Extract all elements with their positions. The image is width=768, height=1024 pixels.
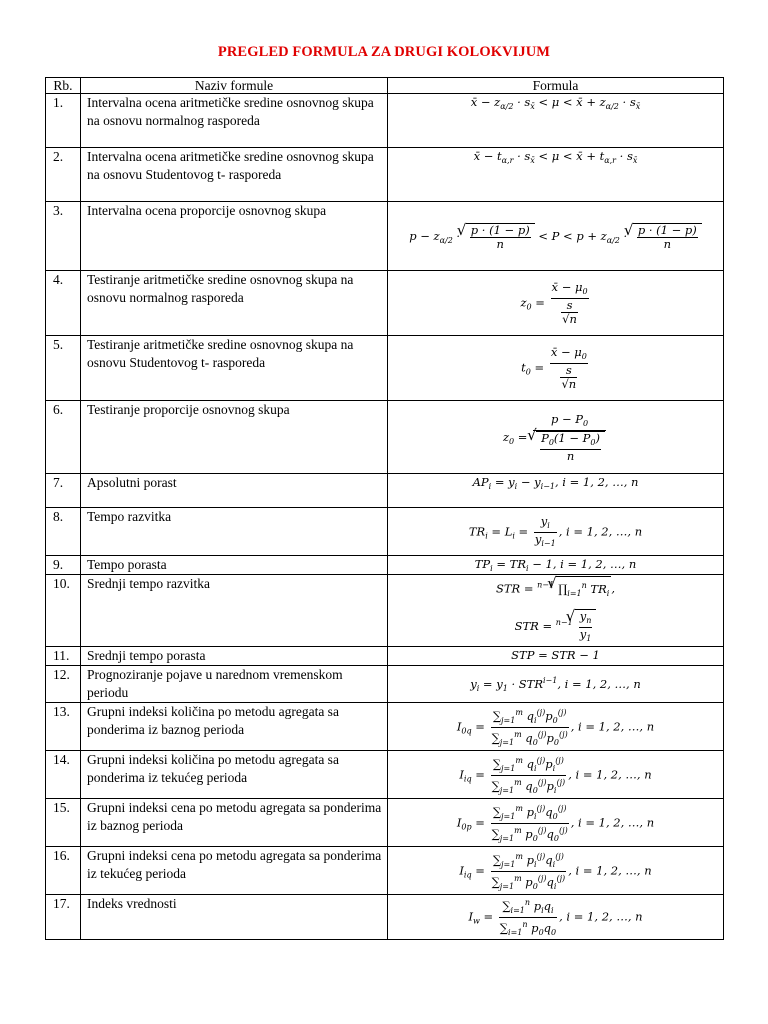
row-name: Grupni indeksi količina po metodu agregata sa ponderima iz tekućeg perioda <box>81 751 388 799</box>
table-row <box>46 647 724 666</box>
row-number: 5. <box>46 336 81 401</box>
table-row <box>46 271 724 336</box>
row-number: 6. <box>46 401 81 474</box>
table-row <box>46 202 724 271</box>
formula-5: $t_0$ = $\frac{x̄ - \mu_0}{\frac{s}{√n}}$ <box>388 336 724 401</box>
row-number: 13. <box>46 703 81 751</box>
formula-2: x̄ − $t_{\alpha,r} \cdot s_{x̄} < \mu$ < x̄ + $t_{\alpha,r} \cdot s_{x̄}$ <box>388 148 724 202</box>
row-number: 9. <box>46 556 81 575</box>
row-name: Indeks vrednosti <box>81 895 388 940</box>
formula-13: $I_{0q}$ = $\frac{\sum_{j=1}^m q_i^{(j)}p_0^{(j)}}{\sum_{j=1}^m q_0^{(j)}p_0^{(j)}}$ , i = 1, 2, …, n <box>388 703 724 751</box>
row-name: Intervalna ocena proporcije osnovnog skupa <box>81 202 388 271</box>
row-name: Testiranje aritmetičke sredine osnovnog skupa na osnovu Studentovog t- rasporeda <box>81 336 388 401</box>
table-row <box>46 799 724 847</box>
table-row <box>46 474 724 508</box>
row-name: Intervalna ocena aritmetičke sredine osnovnog skupa na osnovu normalnog rasporeda <box>81 94 388 148</box>
header-rb: Rb. <box>46 78 81 94</box>
table-row <box>46 895 724 940</box>
row-name: Srednji tempo razvitka <box>81 575 388 647</box>
table-row <box>46 148 724 202</box>
formula-6: $z_0$ = $p - P_0$ √ $\frac{P_0(1 - P_0)}{n}$ <box>388 401 724 474</box>
row-number: 11. <box>46 647 81 666</box>
table-row <box>46 556 724 575</box>
row-number: 3. <box>46 202 81 271</box>
row-number: 2. <box>46 148 81 202</box>
row-number: 17. <box>46 895 81 940</box>
formula-7: $AP_i = y_i - y_{i-1}$, i = 1, 2, …, n <box>388 474 724 508</box>
row-number: 16. <box>46 847 81 895</box>
row-name: Testiranje aritmetičke sredine osnovnog skupa na osnovu normalnog rasporeda <box>81 271 388 336</box>
formula-3: $p - z_{\alpha/2}$ · √ $\frac{p \cdot (1 - p)}{n}$ < $P < p + z_{\alpha/2}$ · √ $\frac{p \cdot (1 - p)}{n}$ <box>388 202 724 271</box>
table-header-row <box>46 78 724 94</box>
table-row <box>46 336 724 401</box>
row-name: Grupni indeksi cena po metodu agregata sa ponderima iz baznog perioda <box>81 799 388 847</box>
header-formula: Formula <box>388 78 724 94</box>
row-name: Srednji tempo porasta <box>81 647 388 666</box>
row-name: Grupni indeksi cena po metodu agregata sa ponderima iz tekućeg perioda <box>81 847 388 895</box>
table-row <box>46 508 724 556</box>
formula-14: $I_{iq}$ = $\frac{\sum_{j=1}^m q_i^{(j)}p_i^{(j)}}{\sum_{j=1}^m q_0^{(j)}p_i^{(j)}}$ , i = 1, 2, …, n <box>388 751 724 799</box>
table-row <box>46 751 724 799</box>
row-name: Intervalna ocena aritmetičke sredine osnovnog skupa na osnovu Studentovog t- rasporeda <box>81 148 388 202</box>
row-name: Tempo razvitka <box>81 508 388 556</box>
row-name: Prognoziranje pojave u narednom vremenskom periodu <box>81 666 388 703</box>
formula-10: STR = $^{n-1}$√ $\prod_{i=1}^n$ $TR_i$ , STR = $^{n-1}$ √ $\frac{y_n}{y_1}$ <box>388 575 724 647</box>
formula-table <box>45 77 724 940</box>
formula-1: x̄ − $z_{\alpha/2} \cdot s_{x̄} < \mu$ < x̄ + $z_{\alpha/2} \cdot s_{x̄}$ <box>388 94 724 148</box>
row-name: Testiranje proporcije osnovnog skupa <box>81 401 388 474</box>
formula-15: $I_{0p}$ = $\frac{\sum_{j=1}^m p_i^{(j)}q_0^{(j)}}{\sum_{j=1}^m p_0^{(j)}q_0^{(j)}}$ , i = 1, 2, …, n <box>388 799 724 847</box>
table-row <box>46 847 724 895</box>
row-name: Tempo porasta <box>81 556 388 575</box>
row-number: 8. <box>46 508 81 556</box>
formula-4: $z_0$ = $\frac{x̄ - \mu_0}{\frac{s}{√n}}$ <box>388 271 724 336</box>
table-row <box>46 703 724 751</box>
formula-17: $I_w$ = $\frac{\sum_{i=1}^n p_iq_i}{\sum_{i=1}^n p_0q_0}$ , i = 1, 2, …, n <box>388 895 724 940</box>
row-name: Apsolutni porast <box>81 474 388 508</box>
formula-9: $TP_i = TR_i - 1$, i = 1, 2, …, n <box>388 556 724 575</box>
formula-11: STP = STR − 1 <box>388 647 724 666</box>
row-number: 1. <box>46 94 81 148</box>
formula-8: $TR_i = L_i$ = $\frac{y_i}{y_{i-1}}$ , i = 1, 2, …, n <box>388 508 724 556</box>
header-name: Naziv formule <box>81 78 388 94</box>
row-name: Grupni indeksi količina po metodu agregata sa ponderima iz baznog perioda <box>81 703 388 751</box>
row-number: 10. <box>46 575 81 647</box>
table-row <box>46 575 724 647</box>
row-number: 4. <box>46 271 81 336</box>
row-number: 14. <box>46 751 81 799</box>
table-row <box>46 666 724 703</box>
formula-16: $I_{iq}$ = $\frac{\sum_{j=1}^m p_i^{(j)}q_i^{(j)}}{\sum_{j=1}^m p_0^{(j)}q_i^{(j)}}$ , i = 1, 2, …, n <box>388 847 724 895</box>
row-number: 7. <box>46 474 81 508</box>
table-row <box>46 401 724 474</box>
formula-12: $y_i = y_1 \cdot STR^{i-1}$, i = 1, 2, …, n <box>388 666 724 703</box>
row-number: 15. <box>46 799 81 847</box>
table-row <box>46 94 724 148</box>
row-number: 12. <box>46 666 81 703</box>
page-title: PREGLED FORMULA ZA DRUGI KOLOKVIJUM <box>217 44 551 60</box>
